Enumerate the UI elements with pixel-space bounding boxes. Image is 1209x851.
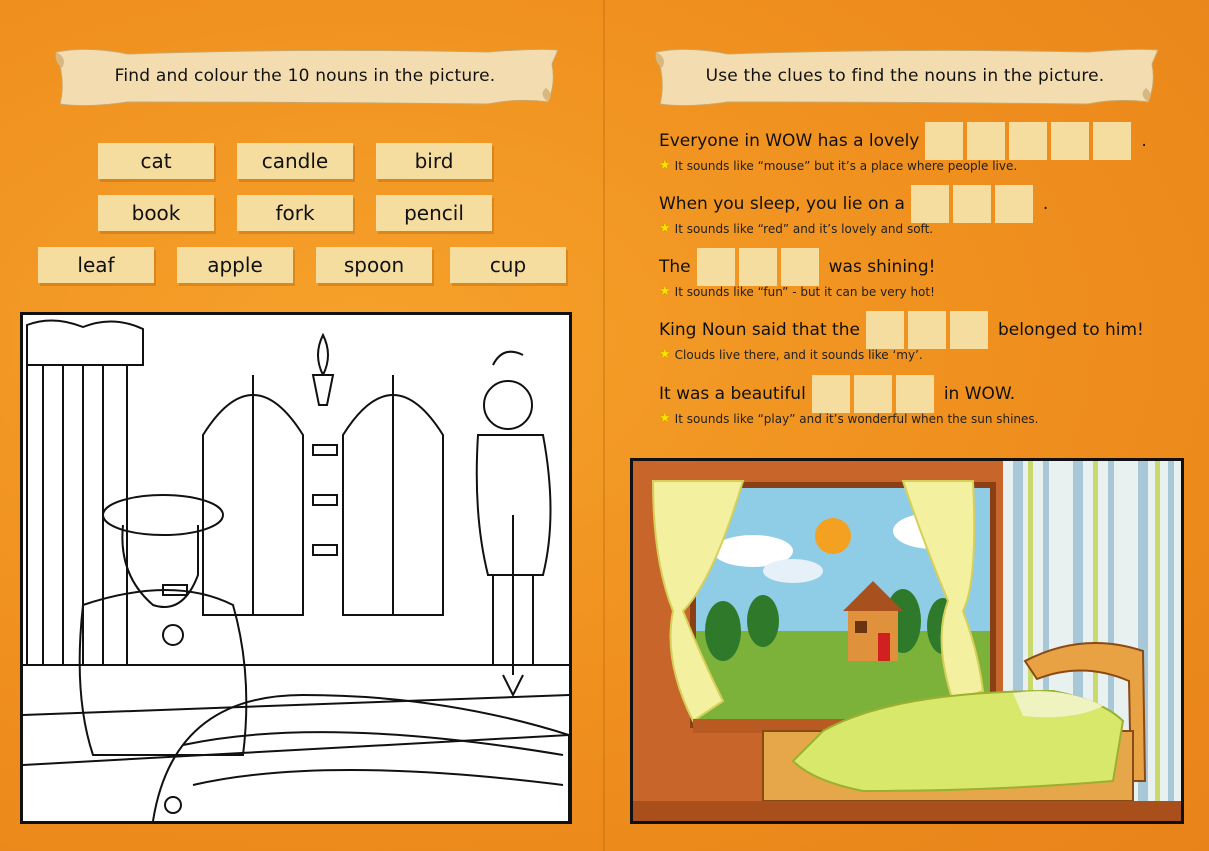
right-page — [604, 0, 1209, 851]
clue-3-before: The — [659, 257, 691, 277]
clue-1-after: . — [1141, 131, 1147, 151]
word-tile-apple: apple — [177, 247, 293, 283]
clue-2-after: . — [1042, 194, 1049, 214]
letter-box[interactable] — [950, 311, 988, 349]
clue-3-after: was shining! — [828, 257, 936, 277]
letter-box[interactable] — [1009, 122, 1047, 160]
clue-1-answer-boxes[interactable] — [925, 122, 1135, 160]
letter-box[interactable] — [911, 185, 949, 223]
letter-box[interactable] — [854, 375, 892, 413]
letter-box[interactable] — [1093, 122, 1131, 160]
clue-4-answer-boxes[interactable] — [866, 311, 992, 349]
letter-box[interactable] — [697, 248, 735, 286]
letter-box[interactable] — [781, 248, 819, 286]
word-tile-bird: bird — [376, 143, 492, 179]
clue-4 — [659, 310, 1189, 362]
word-tile-spoon: spoon — [316, 247, 432, 283]
word-tile-book: book — [98, 195, 214, 231]
letter-box[interactable] — [967, 122, 1005, 160]
clue-2 — [659, 184, 1189, 236]
word-tile-candle: candle — [237, 143, 353, 179]
left-instruction-scroll — [48, 44, 562, 110]
word-tile-cat: cat — [98, 143, 214, 179]
letter-box[interactable] — [995, 185, 1033, 223]
clue-5-hint: It sounds like “play” and it’s wonderful when the sun shines. — [674, 411, 1039, 426]
clue-2-before: When you sleep, you lie on a — [659, 194, 905, 214]
right-instruction-scroll — [648, 44, 1162, 110]
clue-1-hint: It sounds like “mouse” but it’s a place where people live. — [674, 158, 1018, 173]
star-icon: ★ — [659, 284, 671, 299]
star-icon: ★ — [659, 221, 671, 236]
letter-box[interactable] — [866, 311, 904, 349]
clue-5-after: in WOW. — [943, 384, 1016, 404]
letter-box[interactable] — [925, 122, 963, 160]
left-instruction: Find and colour the 10 nouns in the picture. — [114, 66, 496, 86]
letter-box[interactable] — [908, 311, 946, 349]
clue-5-before: It was a beautiful — [659, 384, 806, 404]
bedroom-illustration — [633, 461, 1181, 821]
bedroom-picture[interactable] — [630, 458, 1184, 824]
star-icon: ★ — [659, 411, 671, 426]
clue-4-after: belonged to him! — [997, 320, 1144, 340]
star-icon: ★ — [659, 158, 671, 173]
clue-3-answer-boxes[interactable] — [697, 248, 823, 286]
clue-1 — [659, 121, 1189, 173]
clue-2-hint: It sounds like “red” and it’s lovely and soft. — [674, 221, 934, 236]
clue-5 — [659, 374, 1189, 426]
word-tile-cup: cup — [450, 247, 566, 283]
star-icon: ★ — [659, 347, 671, 362]
clue-3 — [659, 247, 1189, 299]
clue-2-answer-boxes[interactable] — [911, 185, 1037, 223]
clue-4-before: King Noun said that the — [659, 320, 860, 340]
letter-box[interactable] — [896, 375, 934, 413]
word-tile-fork: fork — [237, 195, 353, 231]
clue-1-before: Everyone in WOW has a lovely — [659, 131, 920, 151]
right-instruction: Use the clues to find the nouns in the picture. — [705, 66, 1105, 86]
word-tile-leaf: leaf — [38, 247, 154, 283]
letter-box[interactable] — [739, 248, 777, 286]
letter-box[interactable] — [1051, 122, 1089, 160]
clue-3-hint: It sounds like “fun” - but it can be very hot! — [674, 284, 935, 299]
colouring-picture[interactable] — [20, 312, 572, 824]
clue-5-answer-boxes[interactable] — [812, 375, 938, 413]
word-tile-pencil: pencil — [376, 195, 492, 231]
castle-hall-illustration — [23, 315, 569, 821]
left-page — [0, 0, 604, 851]
letter-box[interactable] — [812, 375, 850, 413]
clue-4-hint: Clouds live there, and it sounds like ‘my’. — [674, 347, 923, 362]
letter-box[interactable] — [953, 185, 991, 223]
